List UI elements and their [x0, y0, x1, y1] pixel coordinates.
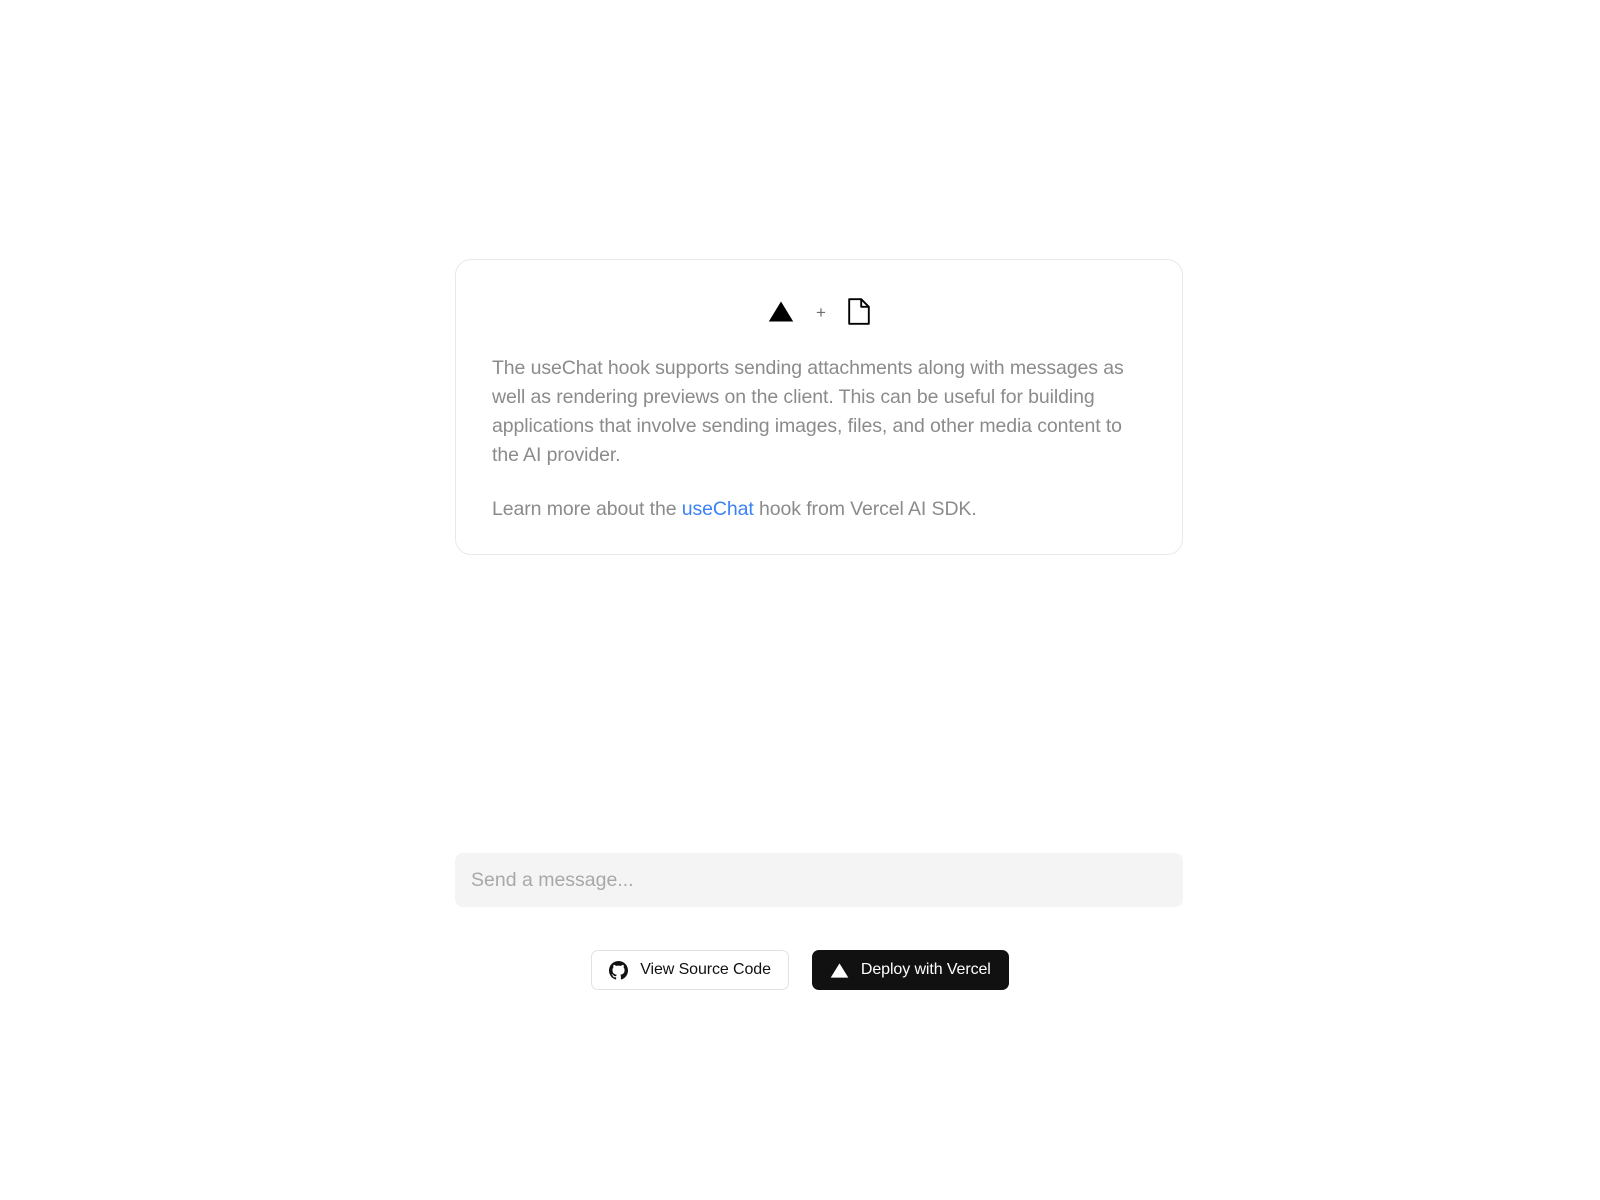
intro-paragraph-2	[492, 495, 1146, 524]
vercel-triangle-icon	[768, 300, 794, 323]
intro-paragraph-1: The useChat hook supports sending attachments along with messages as well as rendering previews on the client. This can be useful for building applications that involve sending images, files, and other media content to the AI provider.	[492, 357, 1124, 466]
file-icon	[848, 298, 870, 325]
intro-card-icons	[492, 294, 1146, 328]
usechat-link[interactable]: useChat	[681, 498, 754, 520]
intro-card	[455, 259, 1183, 555]
message-input[interactable]	[455, 853, 1183, 907]
plus-icon: +	[816, 302, 826, 322]
view-source-code-button[interactable]	[591, 950, 789, 990]
intro-paragraph-2-prefix: Learn more about the	[492, 498, 682, 520]
vercel-triangle-icon	[830, 962, 849, 979]
github-icon	[609, 961, 628, 980]
footer-button-group	[0, 950, 1600, 990]
intro-paragraph-2-suffix: hook from Vercel AI SDK.	[753, 498, 977, 520]
view-source-code-label: View Source Code	[640, 961, 771, 978]
deploy-with-vercel-label: Deploy with Vercel	[860, 961, 991, 978]
deploy-with-vercel-button[interactable]	[812, 950, 1009, 990]
